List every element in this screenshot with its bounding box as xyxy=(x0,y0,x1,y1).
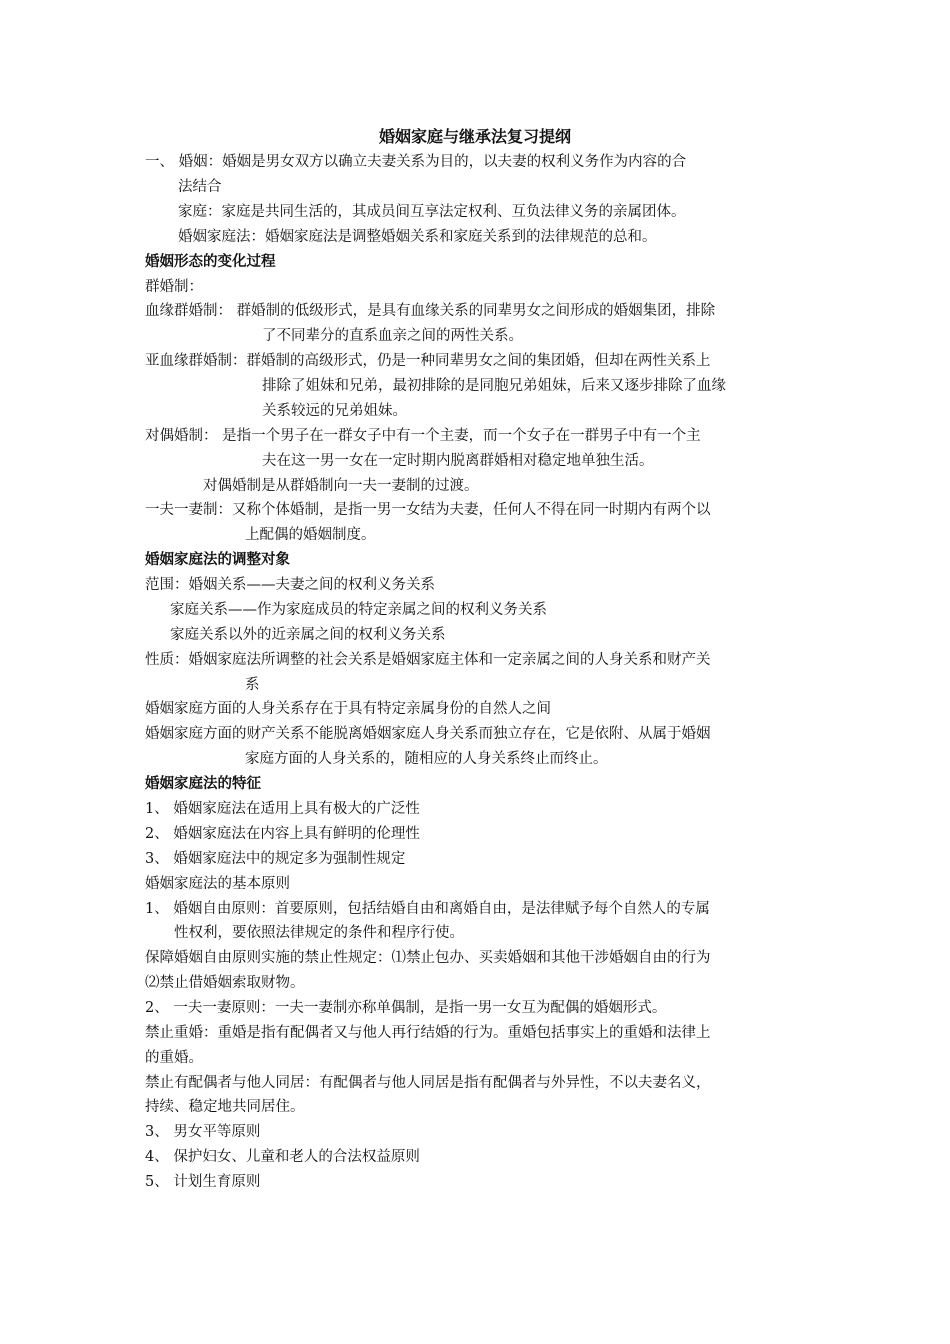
text-line: 保障婚姻自由原则实施的禁止性规定：⑴禁止包办、买卖婚姻和其他干涉婚姻自由的行为 xyxy=(145,950,711,966)
text-line: 家庭方面的人身关系的，随相应的人身关系终止而终止。 xyxy=(245,751,608,767)
section-heading: 婚姻家庭法的特征 xyxy=(145,776,261,792)
text-line: 系 xyxy=(245,677,260,693)
text-line: 禁止有配偶者与他人同居：有配偶者与他人同居是指有配偶者与外异性，不以夫妻名义， xyxy=(145,1075,711,1091)
text-line: 亚血缘群婚制：群婚制的高级形式，仍是一种同辈男女之间的集团婚，但却在两性关系上 xyxy=(145,353,711,369)
text-line: 家庭：家庭是共同生活的，其成员间互享法定权利、互负法律义务的亲属团体。 xyxy=(178,204,686,220)
list-item: 1、 婚姻家庭法在适用上具有极大的广泛性 xyxy=(145,801,420,817)
text-line: 血缘群婚制： 群婚制的低级形式，是具有血缘关系的同辈男女之间形成的婚姻集团，排除 xyxy=(145,303,716,319)
list-item: 3、 男女平等原则 xyxy=(145,1124,261,1140)
text-line: ⑵禁止借婚姻索取财物。 xyxy=(145,975,305,991)
list-item: 3、 婚姻家庭法中的规定多为强制性规定 xyxy=(145,851,406,867)
text-line: 婚姻家庭法的基本原则 xyxy=(145,876,290,892)
text-line: 性权利，要依照法律规定的条件和程序行使。 xyxy=(174,925,464,941)
text-line: 一夫一妻制：又称个体婚制，是指一男一女结为夫妻，任何人不得在同一时期内有两个以 xyxy=(145,502,711,518)
text-line: 夫在这一男一女在一定时期内脱离群婚相对稳定地单独生活。 xyxy=(262,453,654,469)
document-title: 婚姻家庭与继承法复习提纲 xyxy=(378,127,571,146)
text-line: 家庭关系以外的近亲属之间的权利义务关系 xyxy=(170,627,446,643)
text-line: 性质：婚姻家庭法所调整的社会关系是婚姻家庭主体和一定亲属之间的人身关系和财产关 xyxy=(145,652,711,668)
text-line: 婚姻家庭方面的人身关系存在于具有特定亲属身份的自然人之间 xyxy=(145,701,551,717)
section-heading: 婚姻家庭法的调整对象 xyxy=(145,552,290,568)
text-line: 群婚制： xyxy=(145,279,203,295)
list-item: 5、 计划生育原则 xyxy=(145,1174,261,1190)
list-item: 1、 婚姻自由原则：首要原则，包括结婚自由和离婚自由，是法律赋予每个自然人的专属 xyxy=(145,901,710,917)
text-line: 法结合 xyxy=(178,179,222,195)
text-line: 关系较远的兄弟姐妹。 xyxy=(262,403,407,419)
text-line: 一、 婚姻：婚姻是男女双方以确立夫妻关系为目的，以夫妻的权利义务作为内容的合 xyxy=(145,154,687,170)
text-line: 持续、稳定地共同居住。 xyxy=(145,1099,305,1115)
text-line: 对偶婚制： 是指一个男子在一群女子中有一个主妻，而一个女子在一群男子中有一个主 xyxy=(145,428,701,444)
text-line: 对偶婚制是从群婚制向一夫一妻制的过渡。 xyxy=(203,478,479,494)
list-item: 2、 婚姻家庭法在内容上具有鲜明的伦理性 xyxy=(145,826,420,842)
text-line: 婚姻家庭方面的财产关系不能脱离婚姻家庭人身关系而独立存在，它是依附、从属于婚姻 xyxy=(145,726,711,742)
text-line: 范围：婚姻关系——夫妻之间的权利义务关系 xyxy=(145,577,435,593)
text-line: 排除了姐妹和兄弟，最初排除的是同胞兄弟姐妹，后来又逐步排除了血缘 xyxy=(262,378,726,394)
text-line: 婚姻家庭法：婚姻家庭法是调整婚姻关系和家庭关系到的法律规范的总和。 xyxy=(178,229,657,245)
text-line: 禁止重婚：重婚是指有配偶者又与他人再行结婚的行为。重婚包括事实上的重婚和法律上 xyxy=(145,1025,711,1041)
text-line: 上配偶的婚姻制度。 xyxy=(245,527,376,543)
list-item: 2、 一夫一妻原则：一夫一妻制亦称单偶制，是指一男一女互为配偶的婚姻形式。 xyxy=(145,1000,667,1016)
section-heading: 婚姻形态的变化过程 xyxy=(145,254,276,270)
text-line: 的重婚。 xyxy=(145,1050,203,1066)
list-item: 4、 保护妇女、儿童和老人的合法权益原则 xyxy=(145,1149,420,1165)
text-line: 家庭关系——作为家庭成员的特定亲属之间的权利义务关系 xyxy=(170,602,547,618)
text-line: 了不同辈分的直系血亲之间的两性关系。 xyxy=(262,328,523,344)
